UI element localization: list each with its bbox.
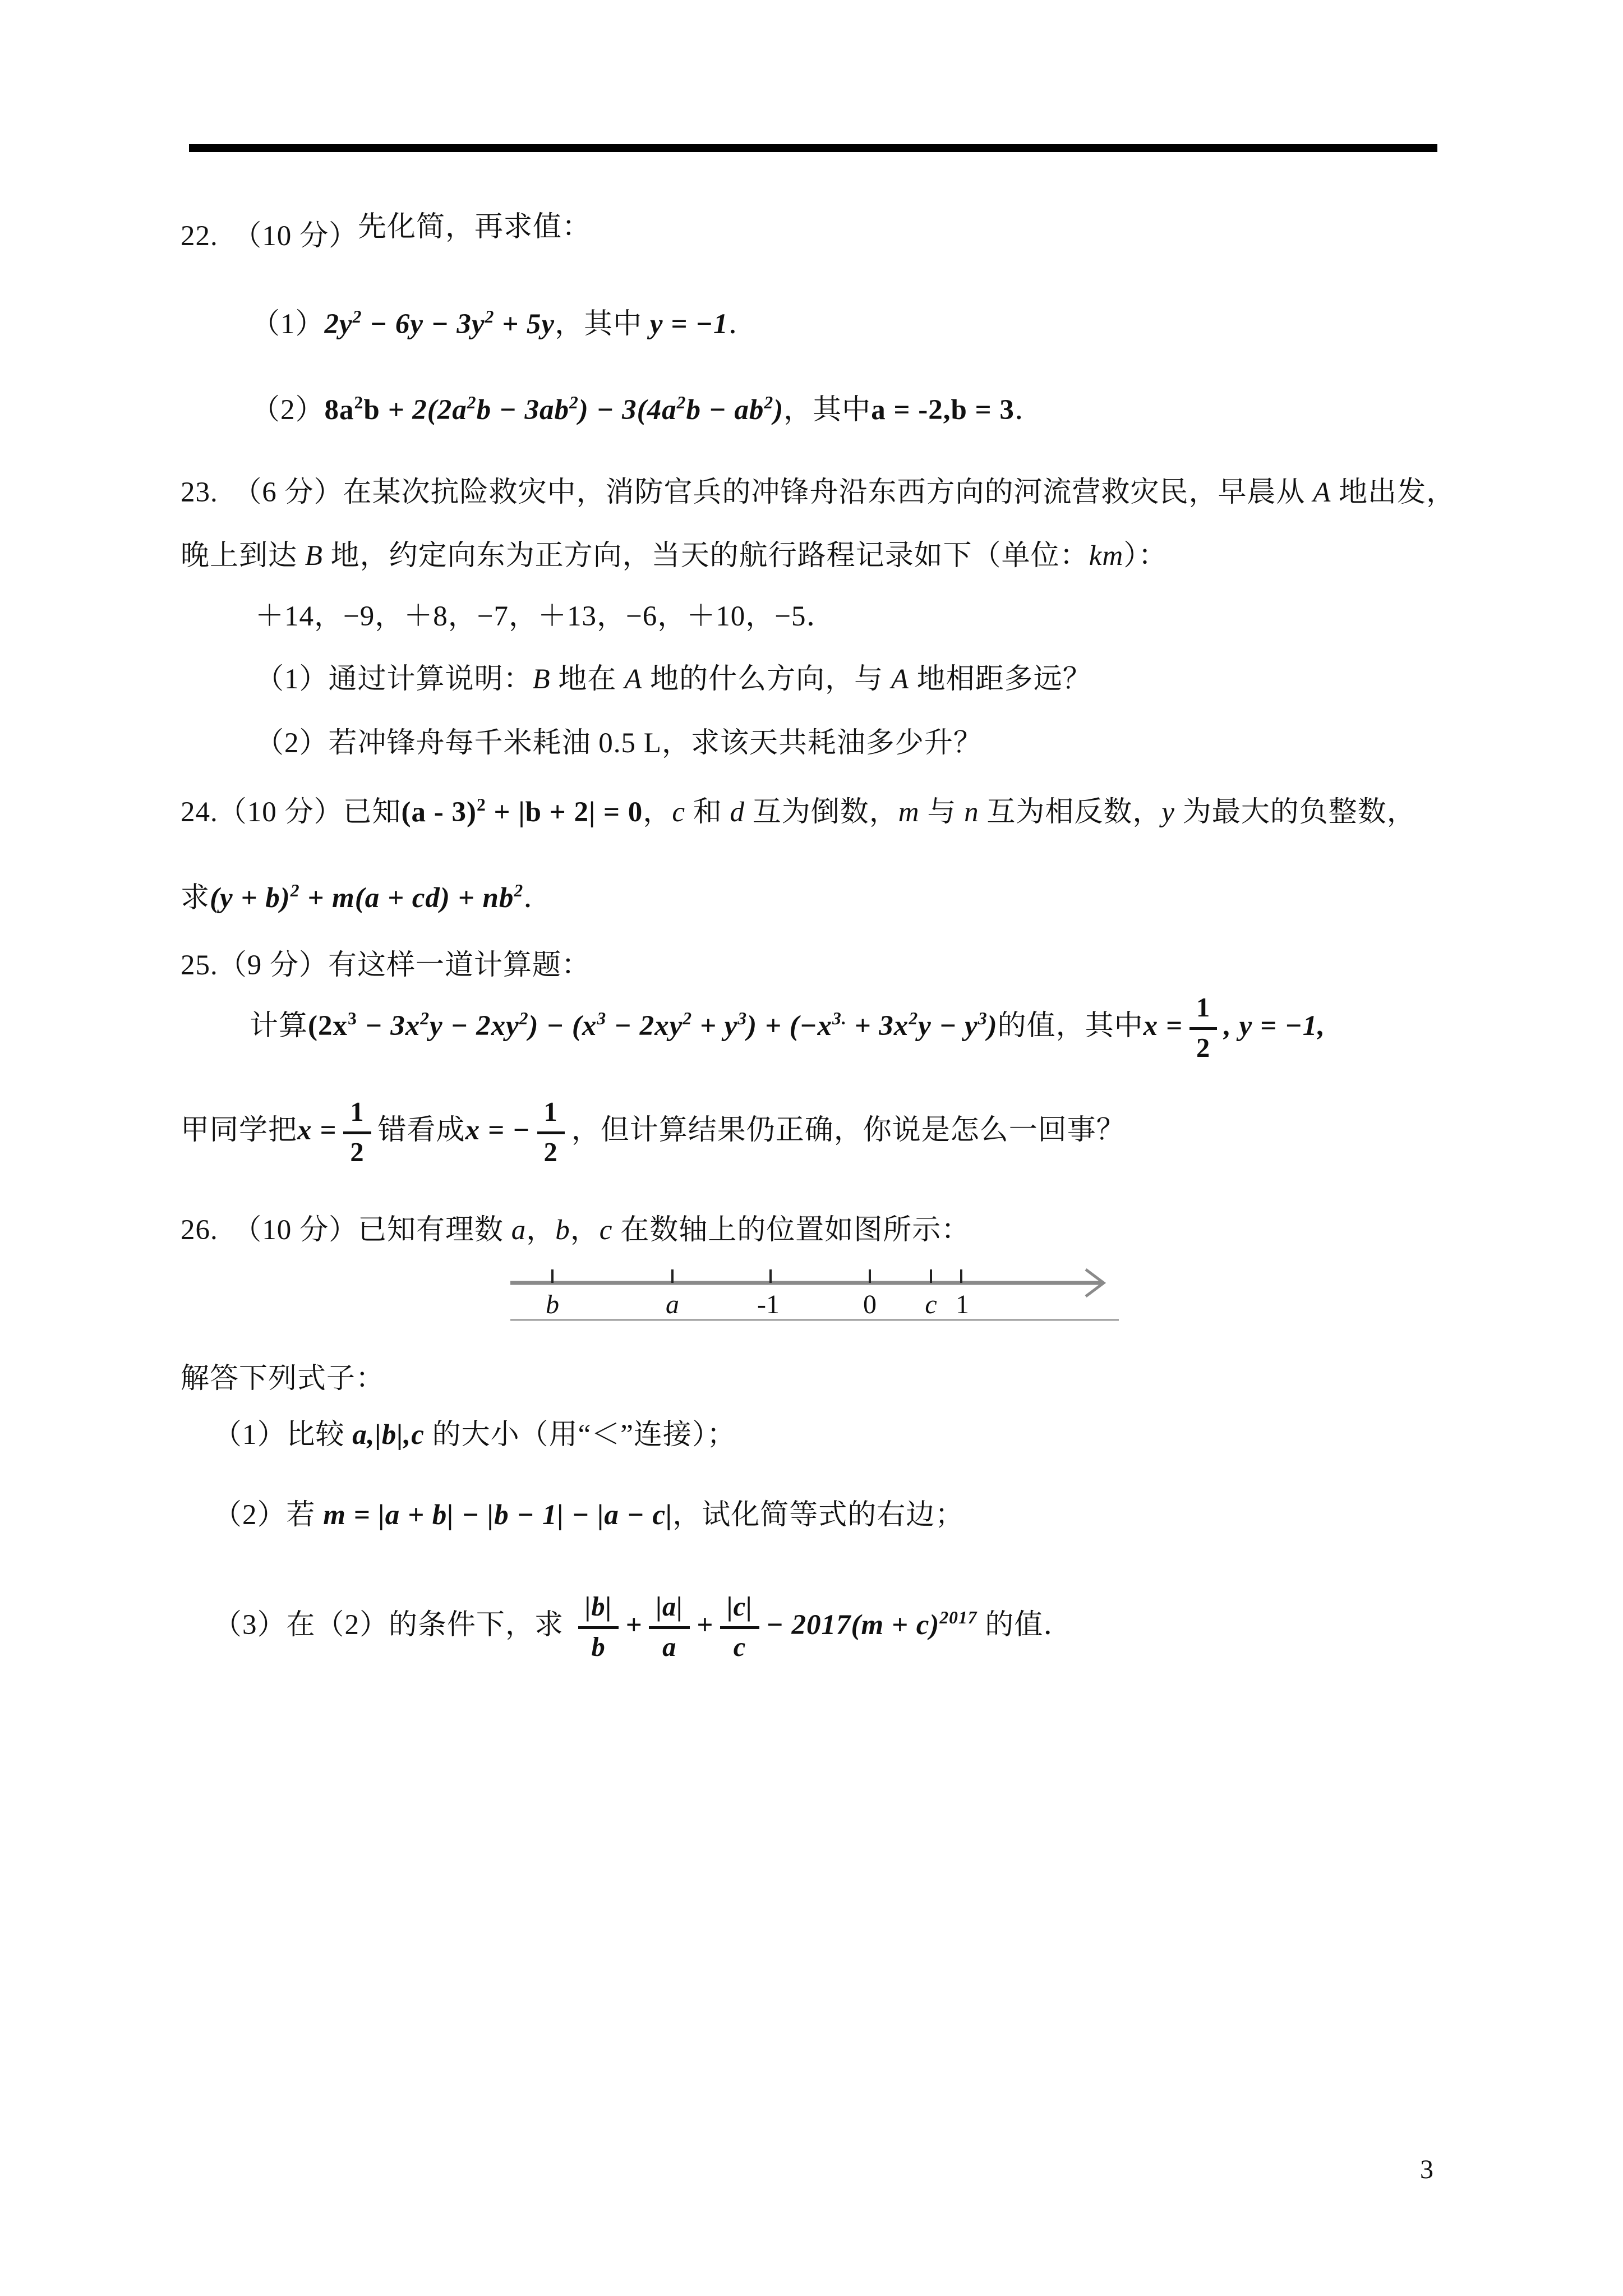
fraction: $\frac{1}{2}$ xyxy=(343,1098,371,1167)
q23-item2 xyxy=(255,725,983,762)
text-segment: 与 xyxy=(919,797,965,828)
text-segment: d xyxy=(730,797,745,828)
fraction: $\frac{|c|}{c}$ xyxy=(720,1593,759,1662)
text-segment: A xyxy=(624,664,643,695)
text-segment: ）： xyxy=(1123,540,1168,572)
text-segment: c xyxy=(672,797,685,828)
fraction: $\frac{1}{2}$ xyxy=(537,1098,565,1167)
text-segment: ，其中 xyxy=(783,394,872,426)
text-segment: A xyxy=(891,664,910,695)
text-segment: x = − xyxy=(465,1115,531,1147)
text-segment: ． xyxy=(1014,394,1044,426)
fraction: $\frac{|b|}{b}$ xyxy=(578,1593,619,1662)
text-segment: 互为相反数， xyxy=(979,797,1162,828)
text-segment: a,|b|,c xyxy=(352,1419,425,1451)
text-segment: B xyxy=(305,540,323,572)
text-segment: 解答下列式子： xyxy=(181,1363,385,1395)
text-segment: + xyxy=(625,1609,643,1641)
text-segment: ， xyxy=(526,1214,556,1246)
text-segment: a = -2,b = 3 xyxy=(871,394,1015,426)
text-segment: 22. （10 分） xyxy=(181,220,358,252)
text-segment: ，试化简等式的右边； xyxy=(672,1499,965,1531)
number-line xyxy=(510,1264,1119,1322)
q23-numbers xyxy=(255,598,836,635)
text-segment: c xyxy=(599,1214,613,1246)
text-segment: − $2017(m + c)^{2017}$ xyxy=(766,1608,978,1641)
text-segment: 计算 xyxy=(250,1010,308,1042)
text-segment: $2y^2 - 6y - 3y^2 + 5y$ xyxy=(324,307,555,340)
q22-item2 xyxy=(251,392,1044,429)
text-segment: 和 xyxy=(685,797,730,828)
text-segment: 错看成 xyxy=(377,1115,465,1147)
text-segment: （2） xyxy=(251,394,325,426)
q26-item1 xyxy=(213,1416,736,1453)
numberline-label-b: b xyxy=(546,1290,559,1319)
text-segment: ，但计算结果仍正确，你说是怎么一回事？ xyxy=(571,1115,1126,1147)
text-segment: n xyxy=(964,797,979,828)
text-segment: 26. （10 分）已知有理数 xyxy=(181,1214,511,1246)
text-segment: 地，约定向东为正方向，当天的航行路程记录如下（单位： xyxy=(322,540,1089,572)
text-segment: ， xyxy=(643,797,672,828)
q26-header xyxy=(181,1212,970,1249)
header-rule xyxy=(189,144,1437,152)
text-segment: , y = −1, xyxy=(1224,1010,1326,1042)
text-segment: 的值，其中 xyxy=(997,1010,1144,1042)
text-segment: (a - 3)$^2$ + |b + 2| = 0 xyxy=(401,795,643,828)
numberline-label-c: c xyxy=(925,1290,937,1319)
fraction: $\frac{|a|}{a}$ xyxy=(649,1593,690,1662)
text-segment: 地相距多远？ xyxy=(909,664,1092,695)
q25-header xyxy=(181,947,591,984)
q25-formula xyxy=(250,994,1325,1063)
text-segment: 的值． xyxy=(977,1609,1073,1641)
q22-header xyxy=(181,211,592,255)
text-segment: 甲同学把 xyxy=(181,1115,298,1147)
numberline-label-0: 0 xyxy=(863,1290,877,1319)
text-segment: B xyxy=(532,664,551,695)
text-segment: ＋14，−9，＋8，−7，＋13，−6，＋10，−5． xyxy=(255,601,836,632)
numberline-label-a: a xyxy=(666,1290,679,1319)
q23-line1 xyxy=(181,474,1455,511)
q26-prompt xyxy=(181,1360,385,1397)
text-segment: x = xyxy=(1143,1010,1183,1042)
text-segment: 25.（9 分）有这样一道计算题： xyxy=(181,950,591,981)
page-number: 3 xyxy=(1420,2155,1433,2184)
text-segment: ． xyxy=(728,309,758,340)
q23-line2 xyxy=(181,537,1168,574)
numberline-label-minus1: -1 xyxy=(757,1290,780,1319)
text-segment: 地出发， xyxy=(1331,477,1456,508)
q24-line2 xyxy=(181,880,552,917)
text-segment: $8a^2b$ xyxy=(324,393,380,426)
text-segment: （1）通过计算说明： xyxy=(255,664,533,695)
text-segment: b xyxy=(555,1214,570,1246)
text-segment: A xyxy=(1313,477,1331,508)
text-segment: y = −1 xyxy=(649,309,728,340)
text-segment: 地的什么方向，与 xyxy=(642,664,891,695)
text-segment: y xyxy=(1161,797,1175,828)
text-segment: 晚上到达 xyxy=(181,540,305,572)
text-segment: 地在 xyxy=(550,664,625,695)
text-segment: a xyxy=(511,1214,527,1246)
text-segment: ， xyxy=(570,1214,600,1246)
fraction: $\frac{1}{2}$ xyxy=(1189,994,1217,1063)
text-segment: 24.（10 分）已知 xyxy=(181,797,402,828)
text-segment: $(y + b)^2 + m(a + cd) + nb^2$ xyxy=(210,881,524,914)
text-segment: ． xyxy=(523,882,553,914)
text-segment: （2）若冲锋舟每千米耗油 0.5 L，求该天共耗油多少升？ xyxy=(255,728,983,759)
text-segment: （1） xyxy=(251,309,325,340)
text-segment: ，其中 xyxy=(555,309,650,340)
text-segment: 互为倒数， xyxy=(744,797,898,828)
text-segment: （2）若 xyxy=(213,1499,324,1531)
text-segment: 求 xyxy=(181,882,210,914)
text-segment: x = xyxy=(297,1115,337,1147)
text-segment: + xyxy=(696,1609,714,1641)
text-segment: + $2(2a^2b - 3ab^2) - 3(4a^2b - ab^2)$ xyxy=(380,393,784,426)
text-segment: （3）在（2）的条件下，求 xyxy=(213,1609,571,1641)
text-segment: 在数轴上的位置如图所示： xyxy=(612,1214,971,1246)
numberline-label-1: 1 xyxy=(956,1290,969,1319)
text-segment: m xyxy=(898,797,920,828)
text-segment: ($2x^3$ xyxy=(308,1009,357,1042)
q25-line2 xyxy=(181,1098,1126,1167)
text-segment: − $3x^2y - 2xy^2) - (x^3 - 2xy^2 + y^3) + (-x^{3.} + 3x^2y - y^3)$ xyxy=(357,1009,998,1042)
q26-item3 xyxy=(213,1593,1072,1662)
q26-item2 xyxy=(213,1497,964,1534)
number-line-figure xyxy=(510,1264,1119,1322)
q22-item1 xyxy=(251,306,757,343)
q23-item1 xyxy=(255,661,1092,698)
text-segment: 23. （6 分）在某次抗险救灾中，消防官兵的冲锋舟沿东西方向的河流营救灾民，早晨从 xyxy=(181,477,1313,508)
text-segment: （1）比较 xyxy=(213,1419,353,1451)
text-segment: 为最大的负整数， xyxy=(1175,797,1416,828)
q24-line1 xyxy=(181,794,1416,831)
text-segment: m = |a + b| − |b − 1| − |a − c| xyxy=(323,1499,673,1531)
text-segment: km xyxy=(1089,540,1124,572)
text-segment: 先化简，再求值： xyxy=(358,211,592,243)
text-segment: 的大小（用“＜”连接）； xyxy=(424,1419,736,1451)
